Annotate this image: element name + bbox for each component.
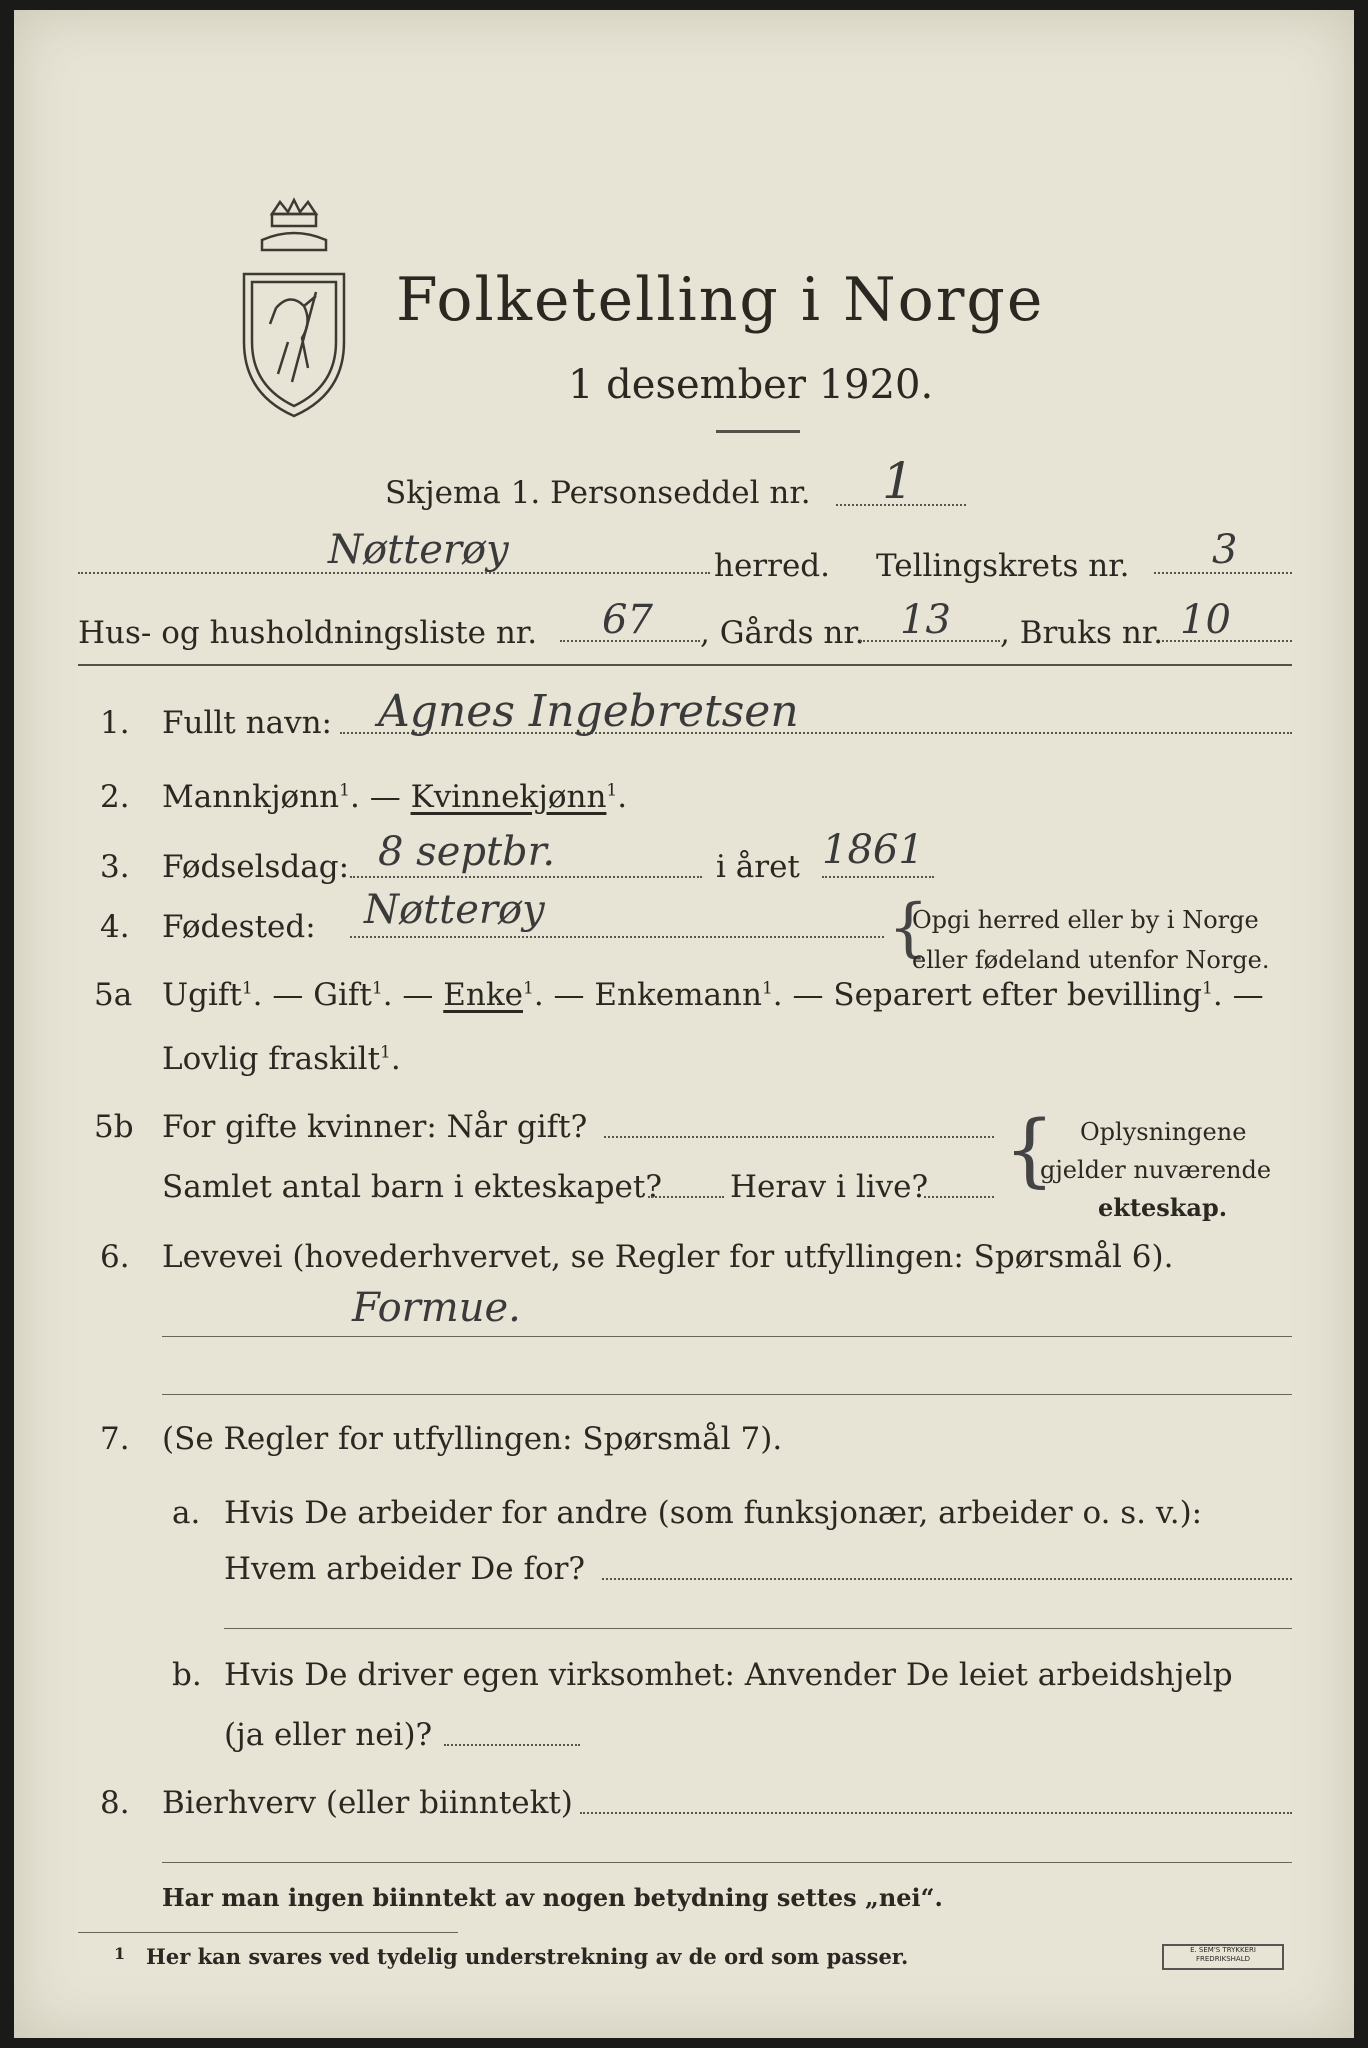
q4-note-line1: Opgi herred eller by i Norge — [912, 906, 1259, 934]
q5a-lovlig: Lovlig fraskilt — [162, 1041, 381, 1077]
q3-number: 3. — [100, 849, 130, 885]
gards-value: 13 — [900, 597, 951, 643]
q2-male-option: Mannkjønn — [162, 779, 340, 815]
q8-number: 8. — [100, 1785, 130, 1821]
title-divider — [716, 430, 800, 433]
q5a-gift: Gift — [313, 977, 372, 1013]
q3-label: Fødselsdag: — [162, 849, 350, 885]
q7a-number: a. — [172, 1495, 201, 1531]
q1-number: 1. — [100, 705, 130, 741]
q5a-options: Ugift$^1$. — Gift$^1$. — Enke$^1$. — Enkemann$^1$. — Separert efter bevilling$^1$. — — [162, 977, 1264, 1013]
q3-year-value: 1861 — [822, 827, 924, 873]
q8-field-line-2 — [162, 1862, 1292, 1863]
norwegian-coat-of-arms — [232, 196, 356, 420]
q7a-line2: Hvem arbeider De for? — [224, 1551, 586, 1587]
q4-value: Nøtterøy — [364, 887, 545, 933]
q5b-herav: Herav i live? — [730, 1169, 929, 1205]
census-form-page — [14, 10, 1354, 2038]
q5b-line2: Samlet antal barn i ekteskapet? — [162, 1169, 662, 1205]
q4-label: Fødested: — [162, 909, 316, 945]
form-date: 1 desember 1920. — [568, 362, 934, 408]
q5b-when-field-line — [604, 1136, 994, 1138]
q5a-lovlig-sup: 1 — [380, 1042, 391, 1063]
tellingskrets-label: Tellingskrets nr. — [876, 548, 1130, 584]
q7b-number: b. — [172, 1657, 202, 1693]
q4-number: 4. — [100, 909, 130, 945]
hus-label: Hus- og husholdningsliste nr. — [78, 615, 538, 651]
q3-value: 8 septbr. — [378, 829, 556, 875]
q2-female-option: Kvinnekjønn — [410, 779, 607, 815]
q7b-field-line — [444, 1744, 580, 1746]
q3-year-label: i året — [716, 849, 800, 885]
q3-field-line — [350, 876, 702, 878]
q8-label: Bierhverv (eller biinntekt) — [162, 1785, 573, 1821]
q1-label: Fullt navn: — [162, 705, 332, 741]
q8-field-line — [580, 1812, 1292, 1814]
q5b-note-brace: { — [1004, 1103, 1055, 1196]
q7b-line1: Hvis De driver egen virksomhet: Anvender De leiet arbeidshjelp — [224, 1657, 1233, 1693]
herred-value: Nøtterøy — [328, 527, 509, 573]
q2-separator: . — — [350, 779, 411, 815]
printer-stamp-text: E. SEM'S TRYKKERI FREDRIKSHALD — [1190, 1946, 1256, 1963]
q5a-number: 5a — [94, 977, 133, 1013]
q5a-gift-sup: 1 — [371, 978, 383, 999]
q7a-line1: Hvis De arbeider for andre (som funksjonær, arbeider o. s. v.): — [224, 1495, 1203, 1531]
q2-female-sup: 1 — [606, 780, 618, 801]
form-title: Folketelling i Norge — [396, 265, 1045, 335]
q3-year-field-line — [822, 876, 934, 878]
q6-number: 6. — [100, 1239, 130, 1275]
personseddel-label: Skjema 1. Personseddel nr. — [385, 475, 811, 511]
q7-number: 7. — [100, 1421, 130, 1457]
q4-field-line — [350, 936, 884, 938]
q6-value: Formue. — [352, 1285, 521, 1331]
q6-field-line-2 — [162, 1394, 1292, 1395]
q7a-field-line-2 — [224, 1628, 1292, 1629]
printer-stamp — [1162, 1944, 1284, 1970]
bruks-label: , Bruks nr. — [1000, 615, 1164, 651]
q1-value: Agnes Ingebretsen — [378, 686, 799, 737]
q5a-ugift: Ugift — [162, 977, 242, 1013]
q5a-separert: Separert efter bevilling — [833, 977, 1203, 1013]
tellingskrets-value: 3 — [1212, 527, 1238, 573]
q5b-note-line2: gjelder nuværende — [1040, 1156, 1272, 1184]
biinntekt-note: Har man ingen biinntekt av nogen betydning settes „nei“. — [162, 1883, 943, 1912]
q5a-enke-sup: 1 — [522, 978, 534, 999]
q4-note-brace: { — [888, 891, 929, 965]
q2-options: Mannkjønn$^1$. — Kvinnekjønn$^1$. — [162, 779, 628, 815]
gards-label: , Gårds nr. — [700, 615, 865, 651]
q5a-enkemann: Enkemann — [594, 977, 762, 1013]
q5a-enkemann-sup: 1 — [761, 978, 773, 999]
footnote-text: Her kan svares ved tydelig understrekning av de ord som passer. — [146, 1944, 909, 1969]
q5b-children-field-line — [648, 1196, 724, 1198]
q6-label: Levevei (hovederhvervet, se Regler for utfyllingen: Spørsmål 6). — [162, 1239, 1174, 1275]
herred-label: herred. — [714, 548, 830, 584]
q5b-note-line3: ekteskap. — [1098, 1193, 1228, 1222]
q5a-enke: Enke — [443, 977, 523, 1013]
bruks-value: 10 — [1180, 597, 1231, 643]
q6-field-line-1 — [162, 1336, 1292, 1337]
q7a-field-line — [602, 1578, 1292, 1580]
q5b-line1: For gifte kvinner: Når gift? — [162, 1109, 588, 1145]
q5b-number: 5b — [94, 1109, 134, 1145]
q7b-line2: (ja eller nei)? — [224, 1717, 433, 1753]
hus-value: 67 — [602, 597, 653, 643]
q2-number: 2. — [100, 779, 130, 815]
q5b-alive-field-line — [924, 1196, 994, 1198]
q5a-line2: Lovlig fraskilt$^1$. — [162, 1041, 401, 1077]
footnote-divider — [78, 1932, 458, 1933]
q5b-note-line1: Oplysningene — [1080, 1118, 1247, 1146]
q5a-separert-sup: 1 — [1202, 978, 1213, 999]
q2-male-sup: 1 — [339, 780, 350, 801]
header-divider — [78, 664, 1292, 666]
q4-note-line2: eller fødeland utenfor Norge. — [912, 946, 1270, 974]
footnote-mark: 1 — [114, 1944, 126, 1963]
q5a-ugift-sup: 1 — [241, 978, 253, 999]
q7-label: (Se Regler for utfyllingen: Spørsmål 7). — [162, 1421, 783, 1457]
personseddel-value: 1 — [882, 452, 914, 510]
